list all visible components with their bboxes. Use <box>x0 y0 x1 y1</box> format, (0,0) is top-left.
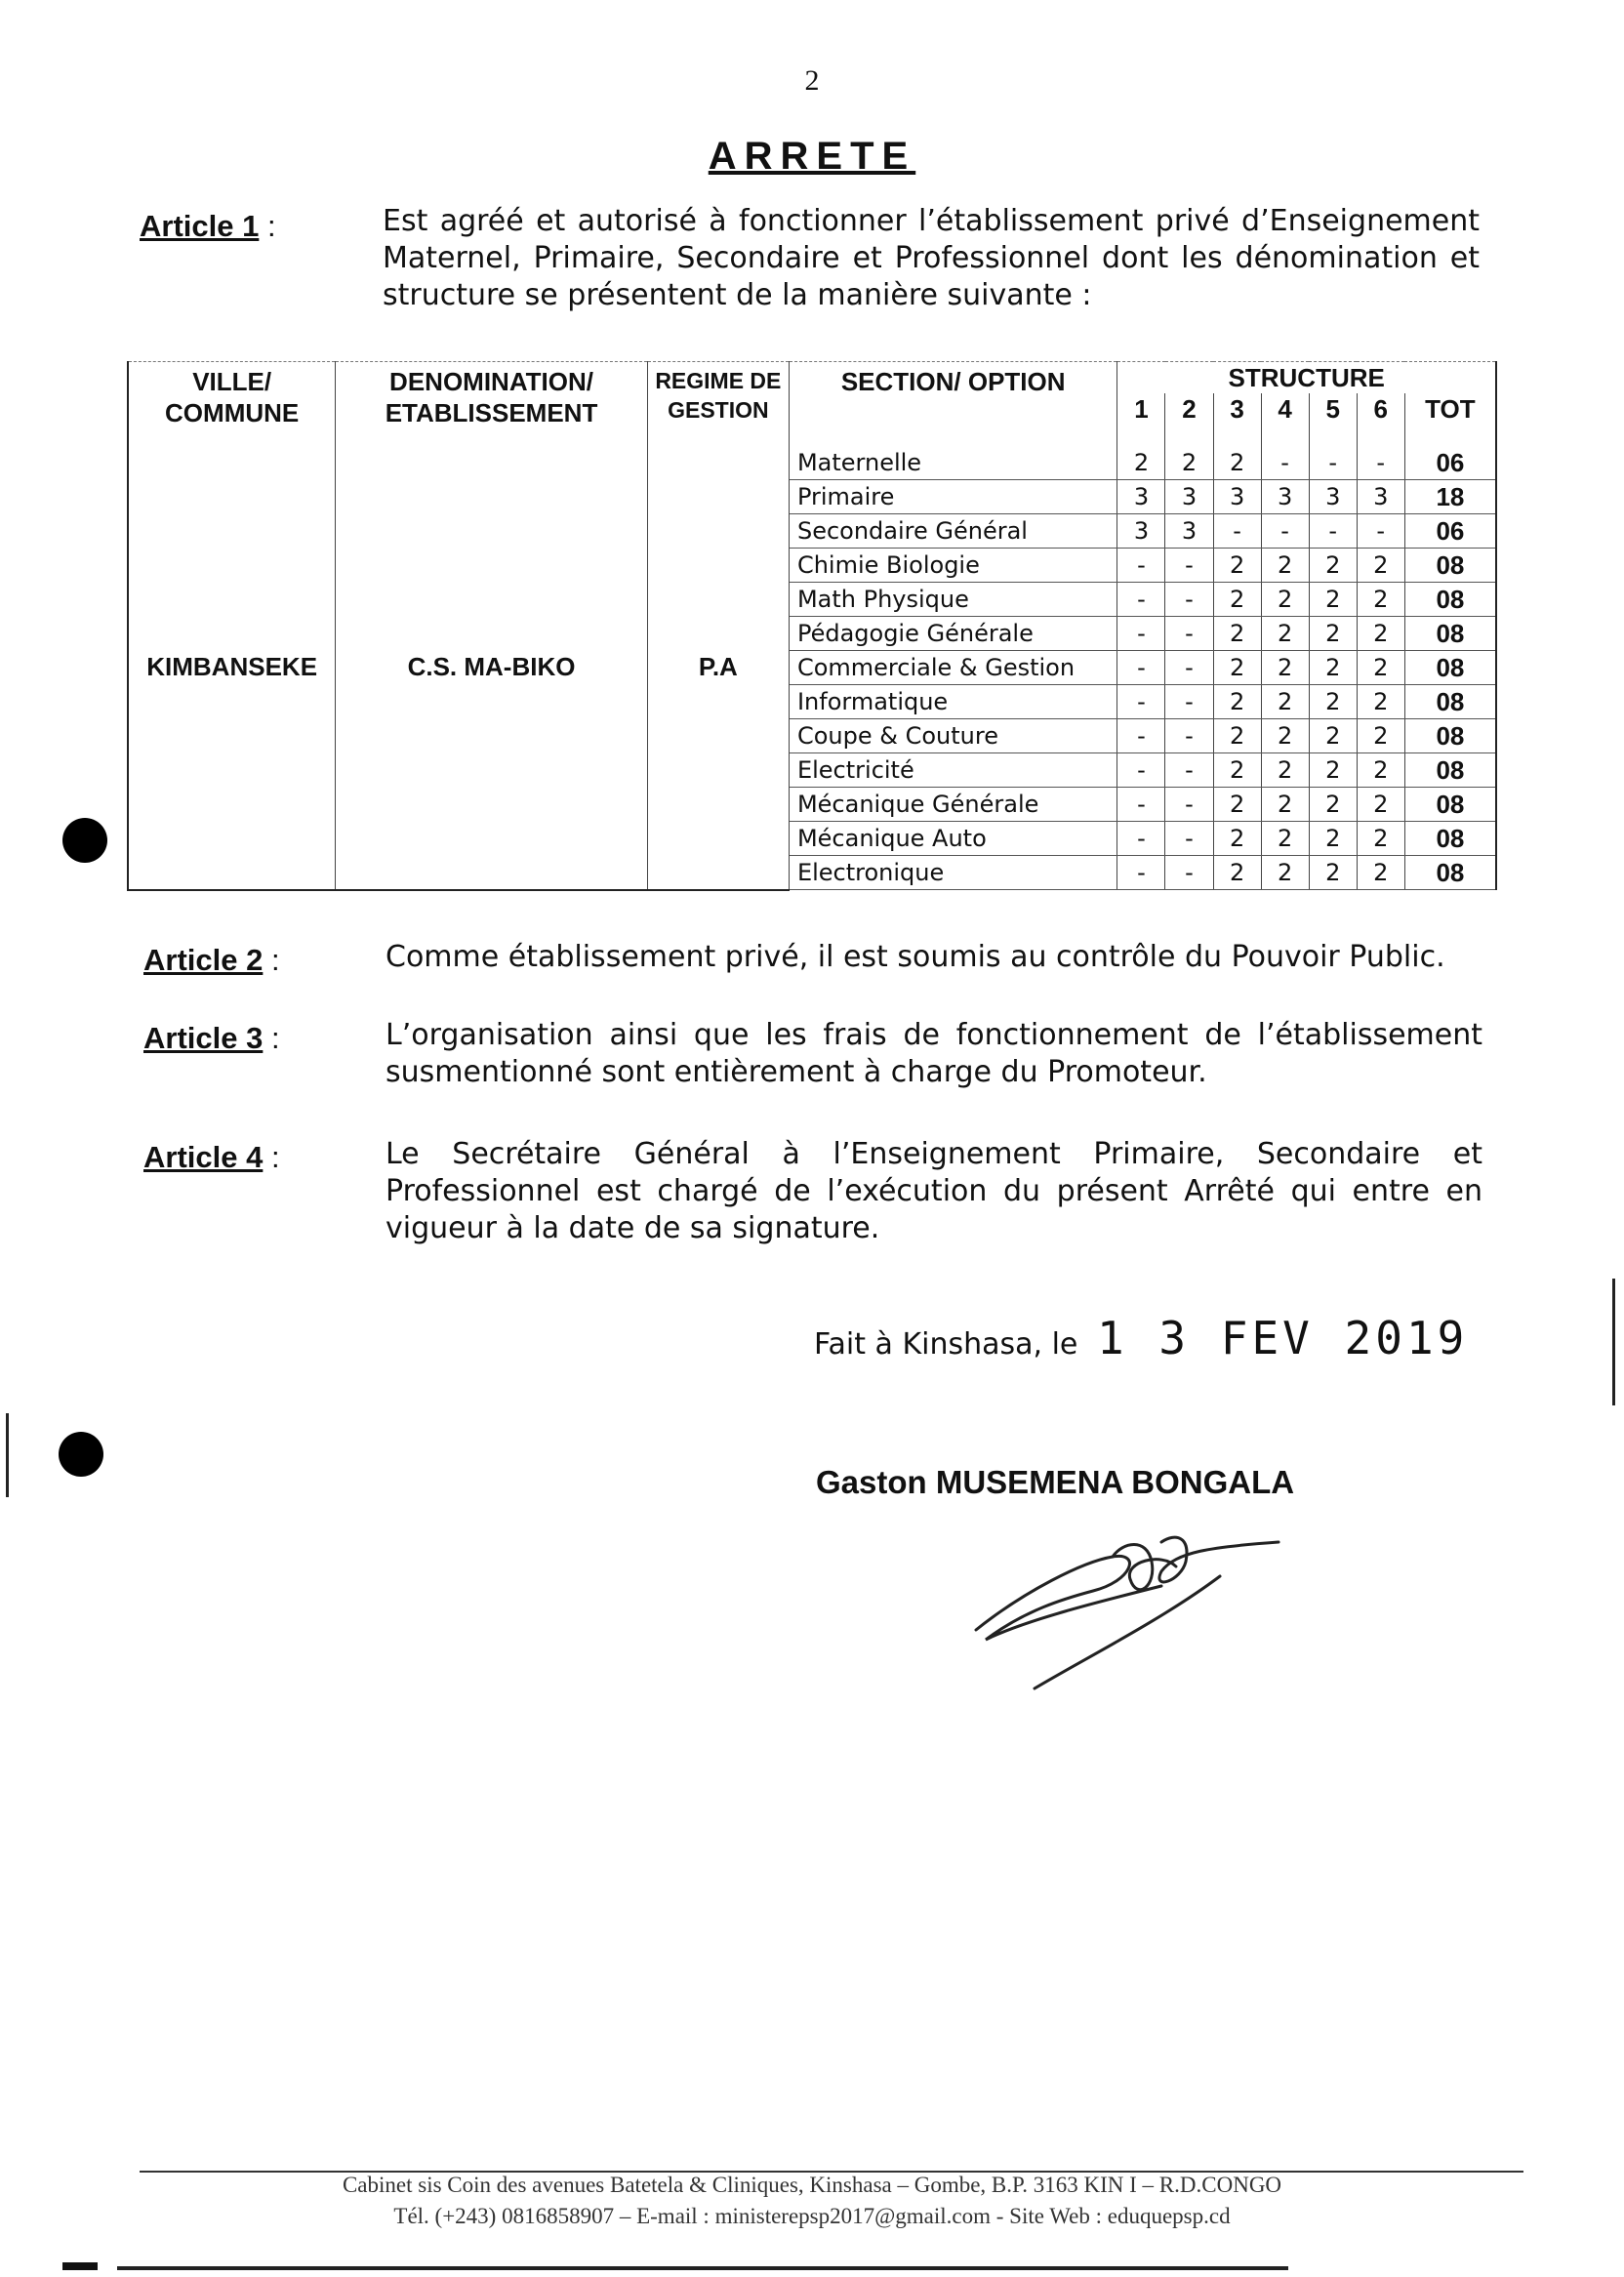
level-6-cell: 2 <box>1357 617 1404 651</box>
level-5-cell: - <box>1309 446 1357 480</box>
section-option-cell: Electricité <box>789 753 1116 788</box>
school-regime: P.A <box>647 446 789 890</box>
level-3-cell: 2 <box>1213 549 1261 583</box>
level-3-cell: 2 <box>1213 446 1261 480</box>
structure-table <box>127 361 1497 891</box>
level-1-cell: - <box>1117 651 1165 685</box>
level-5-cell: 2 <box>1309 788 1357 822</box>
level-4-cell: 2 <box>1261 651 1309 685</box>
level-2-cell: - <box>1165 788 1213 822</box>
level-4-cell: 3 <box>1261 480 1309 514</box>
level-6-cell: - <box>1357 514 1404 549</box>
level-6-cell: 2 <box>1357 651 1404 685</box>
level-2-cell: - <box>1165 856 1213 890</box>
level-1-cell: - <box>1117 822 1165 856</box>
level-1-cell: - <box>1117 617 1165 651</box>
level-6-cell: 2 <box>1357 788 1404 822</box>
level-1-cell: - <box>1117 856 1165 890</box>
level-3-cell: 2 <box>1213 719 1261 753</box>
level-5-cell: 2 <box>1309 856 1357 890</box>
punch-hole-mark <box>62 818 107 863</box>
level-3-cell: 2 <box>1213 856 1261 890</box>
header-denomination: DENOMINATION/ ETABLISSEMENT <box>336 362 647 447</box>
level-2-cell: - <box>1165 549 1213 583</box>
header-level-5: 5 <box>1309 393 1357 446</box>
header-level-2: 2 <box>1165 393 1213 446</box>
total-cell: 06 <box>1404 514 1496 549</box>
article-2-label: Article 2 : <box>143 943 280 977</box>
header-ville: VILLE/ COMMUNE <box>128 362 336 447</box>
header-section: SECTION/ OPTION <box>789 362 1116 447</box>
level-1-cell: 3 <box>1117 480 1165 514</box>
level-6-cell: 2 <box>1357 719 1404 753</box>
level-5-cell: 2 <box>1309 822 1357 856</box>
section-option-cell: Informatique <box>789 685 1116 719</box>
section-option-cell: Electronique <box>789 856 1116 890</box>
level-2-cell: - <box>1165 651 1213 685</box>
place-date-label: Fait à Kinshasa, le <box>814 1327 1078 1362</box>
level-1-cell: - <box>1117 719 1165 753</box>
level-6-cell: 2 <box>1357 685 1404 719</box>
section-option-cell: Math Physique <box>789 583 1116 617</box>
level-2-cell: 3 <box>1165 514 1213 549</box>
level-4-cell: 2 <box>1261 788 1309 822</box>
level-2-cell: - <box>1165 753 1213 788</box>
footer-address: Cabinet sis Coin des avenues Batetela & Cliniques, Kinshasa – Gombe, B.P. 3163 KIN I – R.D.CONGO <box>342 2173 1282 2197</box>
header-level-1: 1 <box>1117 393 1165 446</box>
footer-contact: Tél. (+243) 0816858907 – E-mail : ministerepsp2017@gmail.com - Site Web : eduquepsp.cd <box>393 2204 1231 2228</box>
level-5-cell: 2 <box>1309 685 1357 719</box>
level-3-cell: 2 <box>1213 617 1261 651</box>
level-3-cell: 3 <box>1213 480 1261 514</box>
level-5-cell: 2 <box>1309 719 1357 753</box>
level-4-cell: 2 <box>1261 753 1309 788</box>
header-level-4: 4 <box>1261 393 1309 446</box>
section-option-cell: Chimie Biologie <box>789 549 1116 583</box>
level-6-cell: 2 <box>1357 549 1404 583</box>
margin-mark <box>1612 1279 1615 1405</box>
total-cell: 08 <box>1404 583 1496 617</box>
article-1-label: Article 1 : <box>140 209 276 243</box>
table-row <box>128 446 1496 480</box>
header-structure: STRUCTURE <box>1117 362 1496 394</box>
handwritten-signature <box>966 1484 1298 1698</box>
date-stamp: 1 3 FEV 2019 <box>1097 1312 1469 1364</box>
level-6-cell: 2 <box>1357 753 1404 788</box>
section-option-cell: Primaire <box>789 480 1116 514</box>
section-option-cell: Commerciale & Gestion <box>789 651 1116 685</box>
header-regime: REGIME DE GESTION <box>647 362 789 447</box>
level-1-cell: - <box>1117 753 1165 788</box>
level-5-cell: 2 <box>1309 549 1357 583</box>
school-ville: KIMBANSEKE <box>128 446 336 890</box>
level-1-cell: - <box>1117 549 1165 583</box>
table-header-row <box>128 362 1496 394</box>
section-option-cell: Mécanique Auto <box>789 822 1116 856</box>
level-2-cell: - <box>1165 822 1213 856</box>
article-4-text: Le Secrétaire Général à l’Enseignement Primaire, Secondaire et Professionnel est chargé de l’exécution du présent Arrêté qui entre en vigueur à la date de sa signature. <box>386 1137 1482 1245</box>
level-2-cell: 3 <box>1165 480 1213 514</box>
bottom-mark <box>62 2262 98 2270</box>
total-cell: 08 <box>1404 617 1496 651</box>
article-4-label: Article 4 : <box>143 1140 280 1174</box>
total-cell: 08 <box>1404 856 1496 890</box>
level-5-cell: 2 <box>1309 617 1357 651</box>
level-3-cell: 2 <box>1213 753 1261 788</box>
level-2-cell: - <box>1165 685 1213 719</box>
article-3-label: Article 3 : <box>143 1021 280 1055</box>
total-cell: 08 <box>1404 549 1496 583</box>
level-3-cell: 2 <box>1213 651 1261 685</box>
bottom-border <box>117 2266 1288 2270</box>
header-level-3: 3 <box>1213 393 1261 446</box>
level-4-cell: 2 <box>1261 822 1309 856</box>
article-1-text: Est agréé et autorisé à fonctionner l’établissement privé d’Enseignement Maternel, Primaire, Secondaire et Professionnel dont les dénomination et structure se présentent de la manière suivante : <box>383 204 1480 312</box>
level-3-cell: 2 <box>1213 685 1261 719</box>
level-4-cell: 2 <box>1261 856 1309 890</box>
level-2-cell: - <box>1165 617 1213 651</box>
total-cell: 08 <box>1404 651 1496 685</box>
section-option-cell: Maternelle <box>789 446 1116 480</box>
total-cell: 06 <box>1404 446 1496 480</box>
level-5-cell: 2 <box>1309 651 1357 685</box>
level-3-cell: 2 <box>1213 822 1261 856</box>
section-option-cell: Coupe & Couture <box>789 719 1116 753</box>
total-cell: 08 <box>1404 719 1496 753</box>
level-3-cell: 2 <box>1213 583 1261 617</box>
document-title: ARRETE <box>708 135 916 178</box>
total-cell: 08 <box>1404 822 1496 856</box>
article-2-text: Comme établissement privé, il est soumis au contrôle du Pouvoir Public. <box>386 940 1445 974</box>
level-1-cell: 3 <box>1117 514 1165 549</box>
signatory-name: Gaston MUSEMENA BONGALA <box>816 1464 1295 1500</box>
total-cell: 08 <box>1404 685 1496 719</box>
level-5-cell: - <box>1309 514 1357 549</box>
article-3-text: L’organisation ainsi que les frais de fonctionnement de l’établissement susmentionné sont entièrement à charge du Promoteur. <box>386 1018 1482 1089</box>
level-6-cell: 2 <box>1357 856 1404 890</box>
level-4-cell: 2 <box>1261 685 1309 719</box>
header-tot: TOT <box>1404 393 1496 446</box>
total-cell: 08 <box>1404 788 1496 822</box>
level-3-cell: - <box>1213 514 1261 549</box>
level-4-cell: 2 <box>1261 617 1309 651</box>
level-1-cell: - <box>1117 583 1165 617</box>
level-6-cell: - <box>1357 446 1404 480</box>
level-5-cell: 2 <box>1309 753 1357 788</box>
level-2-cell: - <box>1165 583 1213 617</box>
level-4-cell: 2 <box>1261 549 1309 583</box>
level-4-cell: 2 <box>1261 583 1309 617</box>
level-4-cell: - <box>1261 514 1309 549</box>
total-cell: 18 <box>1404 480 1496 514</box>
level-3-cell: 2 <box>1213 788 1261 822</box>
total-cell: 08 <box>1404 753 1496 788</box>
level-2-cell: - <box>1165 719 1213 753</box>
level-6-cell: 3 <box>1357 480 1404 514</box>
level-1-cell: - <box>1117 788 1165 822</box>
level-4-cell: 2 <box>1261 719 1309 753</box>
level-5-cell: 2 <box>1309 583 1357 617</box>
punch-hole-mark <box>59 1432 103 1477</box>
level-2-cell: 2 <box>1165 446 1213 480</box>
level-6-cell: 2 <box>1357 583 1404 617</box>
page-number: 2 <box>804 64 820 97</box>
section-option-cell: Pédagogie Générale <box>789 617 1116 651</box>
level-1-cell: 2 <box>1117 446 1165 480</box>
level-1-cell: - <box>1117 685 1165 719</box>
school-denomination: C.S. MA-BIKO <box>336 446 647 890</box>
section-option-cell: Mécanique Générale <box>789 788 1116 822</box>
margin-mark <box>6 1413 9 1497</box>
header-level-6: 6 <box>1357 393 1404 446</box>
level-6-cell: 2 <box>1357 822 1404 856</box>
section-option-cell: Secondaire Général <box>789 514 1116 549</box>
level-4-cell: - <box>1261 446 1309 480</box>
level-5-cell: 3 <box>1309 480 1357 514</box>
